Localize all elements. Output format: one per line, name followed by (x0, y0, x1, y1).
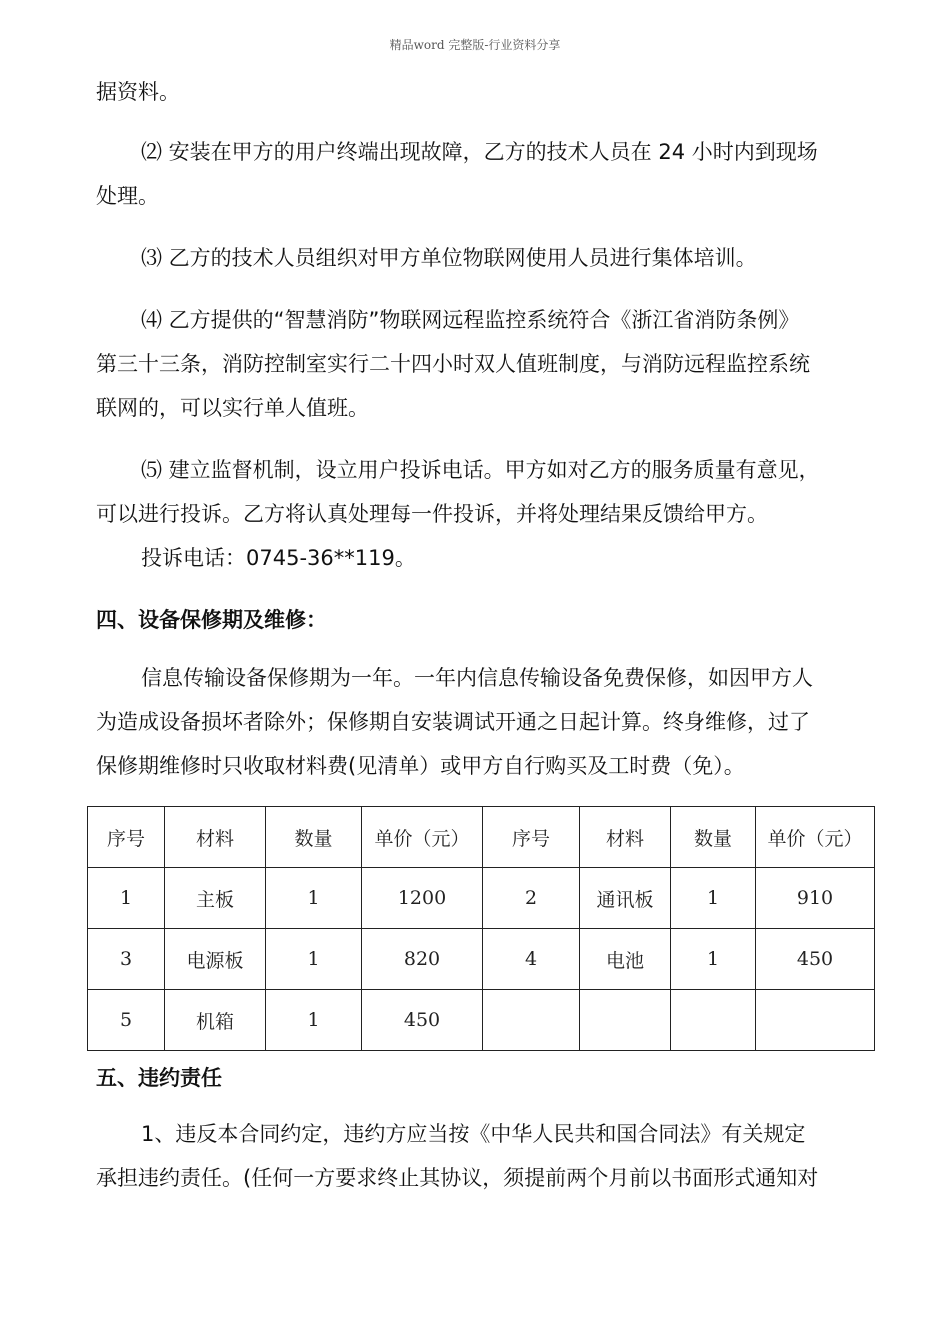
header-cell: 材料 (580, 807, 671, 868)
paragraph-item-5-line2: 可以进行投诉。乙方将认真处理每一件投诉，并将处理结果反馈给甲方。 (96, 502, 768, 526)
paragraph-item-5-line1: ⑸ 建立监督机制，设立用户投诉电话。甲方如对乙方的服务质量有意见， (141, 458, 820, 482)
paragraph-item-4-line1: ⑷ 乙方提供的“智慧消防”物联网远程监控系统符合《浙江省消防条例》 (141, 308, 800, 332)
table-cell: 3 (88, 929, 165, 990)
section-4-line3: 保修期维修时只收取材料费(见清单）或甲方自行购买及工时费（免）。 (96, 754, 745, 778)
paragraph-item-3: ⑶ 乙方的技术人员组织对甲方单位物联网使用人员进行集体培训。 (141, 246, 757, 270)
paragraph-line: 据资料。 (96, 80, 180, 104)
section-4-heading: 四、设备保修期及维修： (96, 608, 327, 632)
section-5-line2: 承担违约责任。(任何一方要求终止其协议，须提前两个月前以书面形式通知对 (96, 1166, 819, 1190)
paragraph-item-2-line1: ⑵ 安装在甲方的用户终端出现故障，乙方的技术人员在 24 小时内到现场 (141, 140, 818, 164)
section-4-line1: 信息传输设备保修期为一年。一年内信息传输设备免费保修，如因甲方人 (141, 666, 813, 690)
table-cell: 1 (671, 929, 756, 990)
header-cell: 单价（元） (756, 807, 875, 868)
table-cell (756, 990, 875, 1051)
table-cell: 通讯板 (580, 868, 671, 929)
table-cell (671, 990, 756, 1051)
section-5-line1: 1、违反本合同约定，违约方应当按《中华人民共和国合同法》有关规定 (141, 1122, 806, 1146)
header-cell: 材料 (165, 807, 266, 868)
table-cell: 5 (88, 990, 165, 1051)
table-row (88, 990, 875, 1051)
table-cell: 1 (671, 868, 756, 929)
section-4-line2: 为造成设备损坏者除外；保修期自安装调试开通之日起计算。终身维修，过了 (96, 710, 810, 734)
table-cell: 1 (266, 929, 362, 990)
table-cell: 1 (266, 868, 362, 929)
table-cell: 450 (756, 929, 875, 990)
table-cell: 2 (483, 868, 580, 929)
header-cell: 数量 (671, 807, 756, 868)
table-cell (580, 990, 671, 1051)
table-cell (483, 990, 580, 1051)
table-cell: 4 (483, 929, 580, 990)
complaint-phone: 投诉电话：0745-36**119。 (141, 546, 416, 570)
header-cell: 数量 (266, 807, 362, 868)
table-cell: 电源板 (165, 929, 266, 990)
table-row (88, 929, 875, 990)
header-cell: 单价（元） (362, 807, 483, 868)
table-header-row (88, 807, 875, 868)
table-cell: 电池 (580, 929, 671, 990)
table-row (88, 868, 875, 929)
page-header: 精品word 完整版-行业资料分享 (389, 38, 561, 52)
table-cell: 1200 (362, 868, 483, 929)
header-cell: 序号 (88, 807, 165, 868)
table-cell: 910 (756, 868, 875, 929)
table-cell: 1 (88, 868, 165, 929)
section-5-heading: 五、违约责任 (96, 1066, 222, 1090)
table-cell: 1 (266, 990, 362, 1051)
table-cell: 450 (362, 990, 483, 1051)
table-cell: 机箱 (165, 990, 266, 1051)
paragraph-item-2-line2: 处理。 (96, 184, 159, 208)
paragraph-item-4-line3: 联网的，可以实行单人值班。 (96, 396, 369, 420)
header-cell: 序号 (483, 807, 580, 868)
table-cell: 820 (362, 929, 483, 990)
parts-price-table (87, 806, 875, 1051)
table-cell: 主板 (165, 868, 266, 929)
paragraph-item-4-line2: 第三十三条，消防控制室实行二十四小时双人值班制度，与消防远程监控系统 (96, 352, 810, 376)
